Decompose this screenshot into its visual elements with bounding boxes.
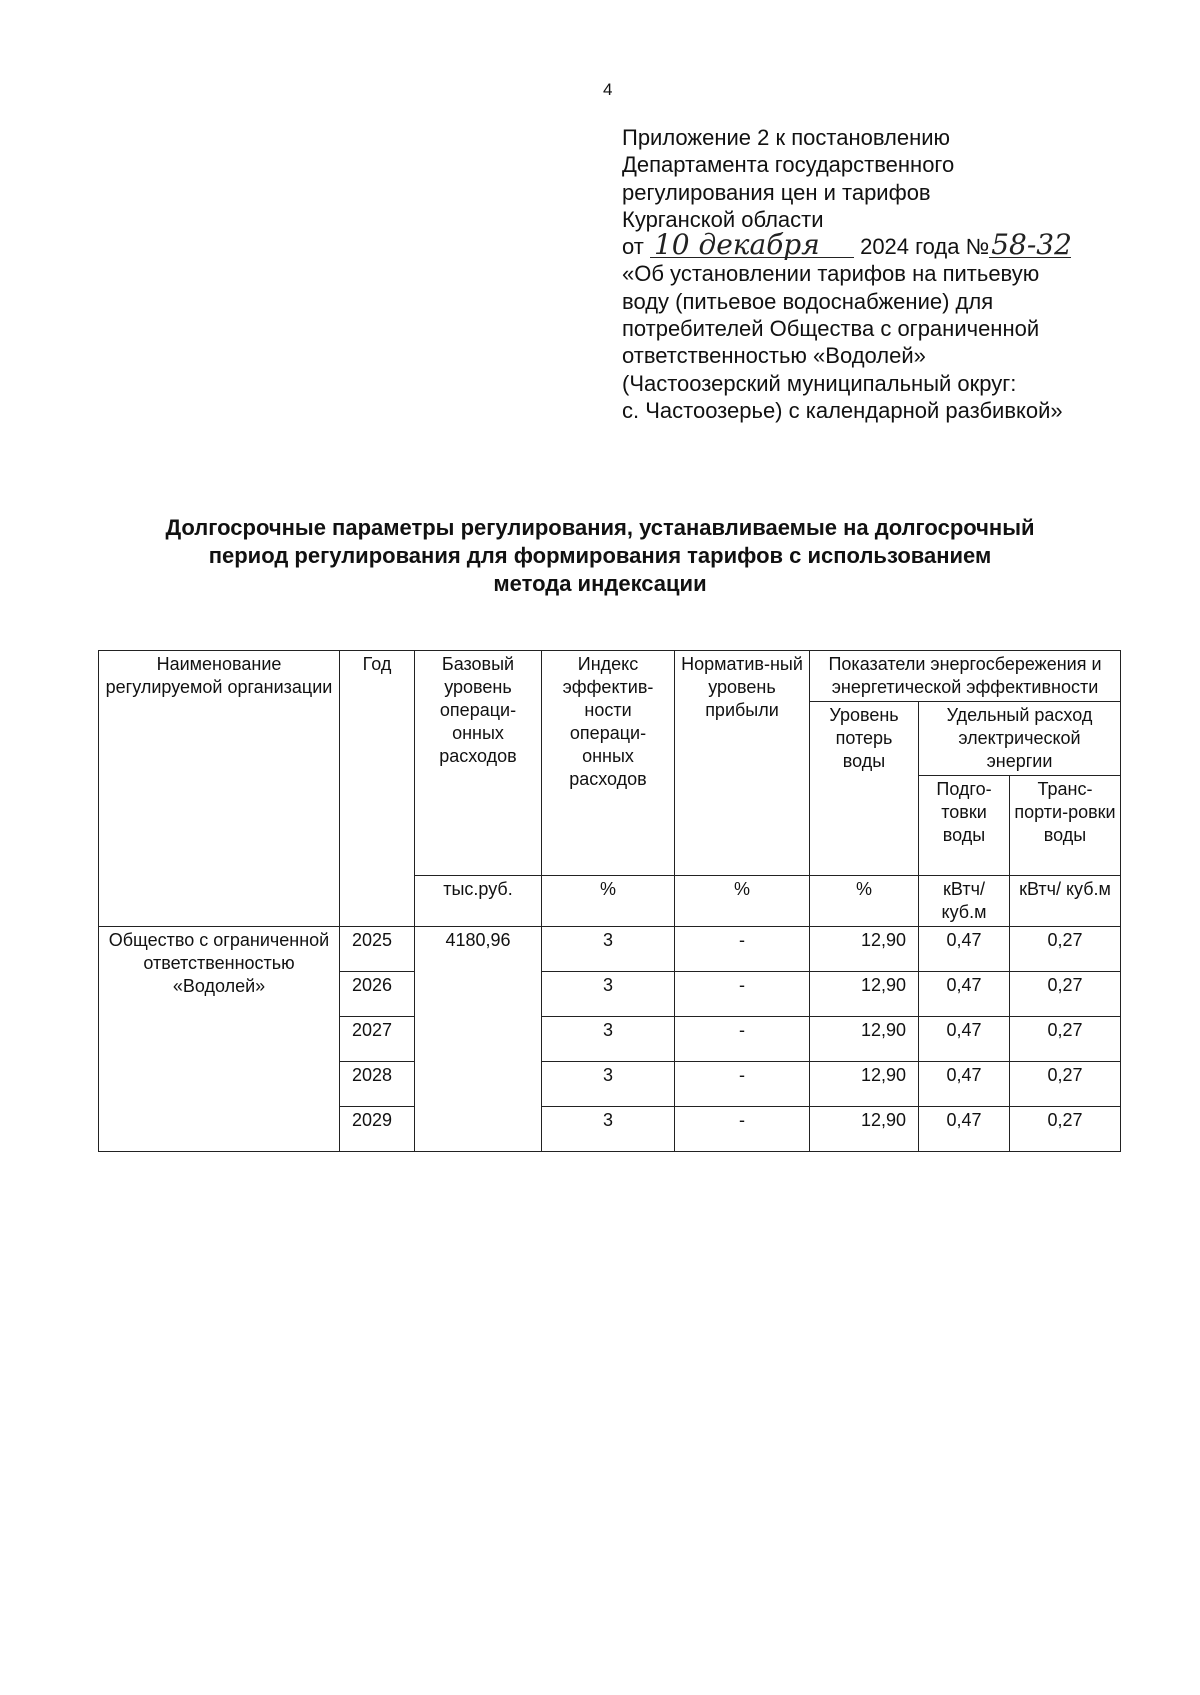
prep-cell: 0,47 [919, 1107, 1010, 1152]
loss-cell: 12,90 [810, 1107, 919, 1152]
transport-cell: 0,27 [1010, 972, 1121, 1017]
header-water-transport: Транс-порти-ровки воды [1010, 776, 1121, 876]
appendix-line: «Об установлении тарифов на питьевую [622, 261, 1040, 287]
unit-index: % [542, 876, 675, 927]
document-title [100, 514, 1100, 598]
parameters-table [98, 650, 1121, 1152]
loss-cell: 12,90 [810, 972, 919, 1017]
title-line: метода индексации [493, 571, 707, 596]
index-cell: 3 [542, 927, 675, 972]
date-prefix: от [622, 234, 644, 260]
appendix-line: (Частоозерский муниципальный округ: [622, 370, 1017, 396]
unit-profit: % [675, 876, 810, 927]
header-electricity-group: Удельный расход электрической энергии [919, 702, 1121, 776]
appendix-line: Курганской области [622, 206, 824, 232]
header-efficiency-index: Индекс эффектив-ности операци-онных расходов [542, 651, 675, 876]
header-energy-group: Показатели энергосбережения и энергетической эффективности [810, 651, 1121, 702]
title-line: Долгосрочные параметры регулирования, устанавливаемые на долгосрочный [165, 515, 1035, 540]
appendix-line: ответственностью «Водолей» [622, 343, 926, 369]
appendix-line: с. Частоозерье) с календарной разбивкой» [622, 397, 1063, 423]
index-cell: 3 [542, 1107, 675, 1152]
prep-cell: 0,47 [919, 1062, 1010, 1107]
transport-cell: 0,27 [1010, 1107, 1121, 1152]
unit-base: тыс.руб. [415, 876, 542, 927]
profit-cell: - [675, 972, 810, 1017]
handwritten-date: 10 декабря [650, 233, 854, 258]
loss-cell: 12,90 [810, 1017, 919, 1062]
year-text: 2024 года № [860, 234, 990, 260]
header-base-costs: Базовый уровень операци-онных расходов [415, 651, 542, 876]
index-cell: 3 [542, 1062, 675, 1107]
table-row [99, 927, 1121, 972]
header-water-preparation: Подго-товки воды [919, 776, 1010, 876]
profit-cell: - [675, 1062, 810, 1107]
appendix-date-line [622, 228, 1182, 262]
unit-transport: кВтч/ куб.м [1010, 876, 1121, 927]
organization-name: Общество с ограниченной ответственностью «Водолей» [99, 927, 340, 1152]
year-cell: 2029 [340, 1107, 415, 1152]
profit-cell: - [675, 927, 810, 972]
page-number: 4 [603, 80, 613, 99]
year-cell: 2026 [340, 972, 415, 1017]
header-row [99, 651, 1121, 702]
handwritten-number: 58-32 [991, 228, 1072, 262]
prep-cell: 0,47 [919, 972, 1010, 1017]
title-line: период регулирования для формирования тарифов с использованием [208, 543, 992, 568]
profit-cell: - [675, 1017, 810, 1062]
prep-cell: 0,47 [919, 927, 1010, 972]
header-water-loss: Уровень потерь воды [810, 702, 919, 876]
appendix-line: воду (питьевое водоснабжение) для [622, 288, 994, 314]
profit-cell: - [675, 1107, 810, 1152]
header-org: Наименование регулируемой организации [99, 651, 340, 927]
transport-cell: 0,27 [1010, 1017, 1121, 1062]
unit-prep: кВтч/ куб.м [919, 876, 1010, 927]
appendix-line: потребителей Общества с ограниченной [622, 316, 1040, 342]
loss-cell: 12,90 [810, 927, 919, 972]
year-cell: 2028 [340, 1062, 415, 1107]
unit-loss: % [810, 876, 919, 927]
transport-cell: 0,27 [1010, 1062, 1121, 1107]
base-costs-value: 4180,96 [415, 927, 542, 1152]
year-cell: 2027 [340, 1017, 415, 1062]
transport-cell: 0,27 [1010, 927, 1121, 972]
header-year: Год [340, 651, 415, 927]
index-cell: 3 [542, 972, 675, 1017]
year-cell: 2025 [340, 927, 415, 972]
index-cell: 3 [542, 1017, 675, 1062]
header-profit-level: Норматив-ный уровень прибыли [675, 651, 810, 876]
appendix-block [622, 124, 1182, 424]
prep-cell: 0,47 [919, 1017, 1010, 1062]
appendix-line: Департамента государственного [622, 152, 955, 178]
appendix-line: регулирования цен и тарифов [622, 179, 931, 205]
loss-cell: 12,90 [810, 1062, 919, 1107]
appendix-line: Приложение 2 к постановлению [622, 125, 951, 150]
